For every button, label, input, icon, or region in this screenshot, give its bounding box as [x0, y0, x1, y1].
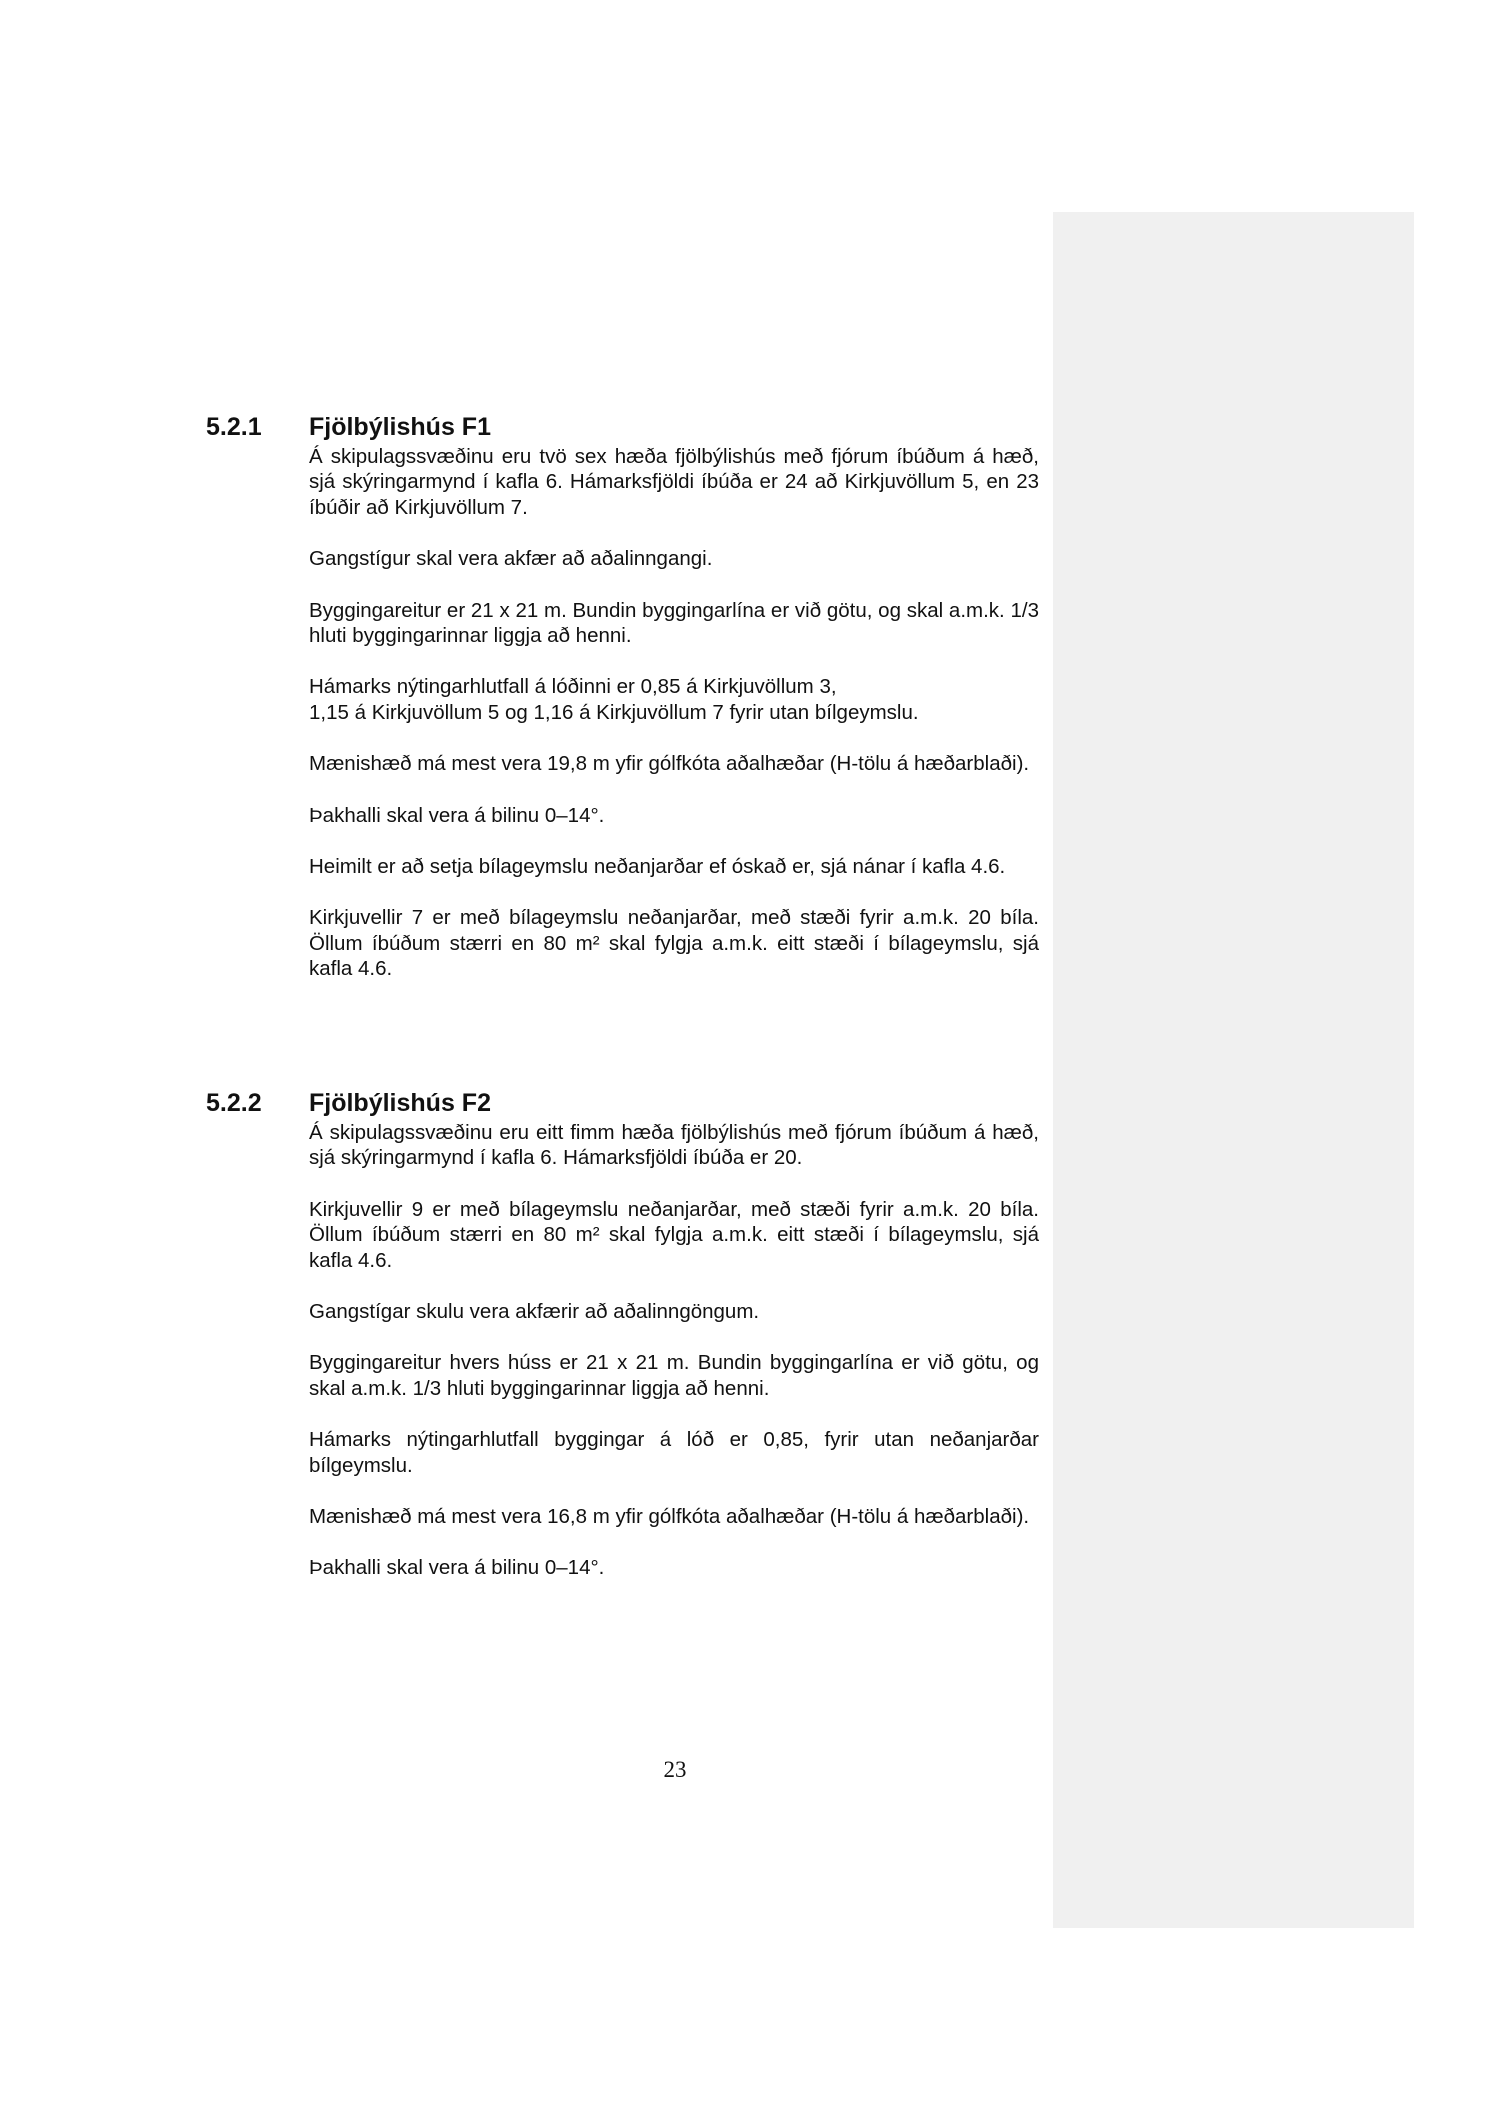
comment-margin-pane	[1053, 212, 1414, 1928]
section-title: Fjölbýlishús F2	[309, 1089, 491, 1117]
section-body	[309, 444, 1039, 982]
paragraph: Byggingareitur hvers húss er 21 x 21 m. Bundin byggingarlína er við götu, og skal a.m.k. 1/3 hluti byggingarinnar liggja að henni.	[309, 1351, 1039, 1400]
section-body	[309, 1120, 1039, 1581]
paragraph: Heimilt er að setja bílageymslu neðanjarðar ef óskað er, sjá nánar í kafla 4.6.	[309, 855, 1006, 879]
section-5-2-1	[0, 412, 1053, 1008]
section-heading	[0, 1088, 1053, 1118]
page-number: 23	[663, 1757, 687, 1782]
paragraph: Á skipulagssvæðinu eru eitt fimm hæða fjölbýlishús með fjórum íbúðum á hæð, sjá skýringarmynd í kafla 6. Hámarksfjöldi íbúða er 20.	[309, 1121, 1039, 1170]
section-number: 5.2.2	[206, 1089, 262, 1117]
paragraph: Gangstígur skal vera akfær að aðalinngangi.	[309, 547, 713, 571]
paragraph-line: Hámarks nýtingarhlutfall á lóðinni er 0,85 á Kirkjuvöllum 3,	[309, 675, 837, 699]
paragraph: Byggingareitur er 21 x 21 m. Bundin byggingarlína er við götu, og skal a.m.k. 1/3 hluti byggingarinnar liggja að henni.	[309, 598, 1039, 648]
section-number: 5.2.1	[206, 413, 262, 441]
paragraph: Gangstígar skulu vera akfærir að aðalinngöngum.	[309, 1300, 760, 1324]
section-title: Fjölbýlishús F1	[309, 413, 491, 441]
paragraph-utilization-ratio	[309, 674, 1039, 725]
section-heading	[0, 412, 1053, 442]
paragraph-line: 1,15 á Kirkjuvöllum 5 og 1,16 á Kirkjuvöllum 7 fyrir utan bílgeymslu.	[309, 700, 919, 724]
paragraph: Þakhalli skal vera á bilinu 0–14°.	[309, 1556, 605, 1580]
paragraph: Mænishæð má mest vera 19,8 m yfir gólfkóta aðalhæðar (H-tölu á hæðarblaði).	[309, 752, 1030, 776]
paragraph: Kirkjuvellir 7 er með bílageymslu neðanjarðar, með stæði fyrir a.m.k. 20 bíla. Öllum íbúðum stærri en 80 m² skal fylgja a.m.k. eitt stæði í bílageymslu, sjá kafla 4.6.	[309, 906, 1039, 981]
section-5-2-2	[0, 1088, 1053, 1607]
paragraph: Mænishæð má mest vera 16,8 m yfir gólfkóta aðalhæðar (H-tölu á hæðarblaði).	[309, 1505, 1030, 1529]
paragraph: Hámarks nýtingarhlutfall byggingar á lóð er 0,85, fyrir utan neðanjarðar bílgeymslu.	[309, 1428, 1039, 1477]
paragraph: Þakhalli skal vera á bilinu 0–14°.	[309, 803, 605, 827]
paragraph: Á skipulagssvæðinu eru tvö sex hæða fjölbýlishús með fjórum íbúðum á hæð, sjá skýringarmynd í kafla 6. Hámarksfjöldi íbúða er 24 að Kirkjuvöllum 5, en 23 íbúðir að Kirkjuvöllum 7.	[309, 445, 1039, 519]
paragraph: Kirkjuvellir 9 er með bílageymslu neðanjarðar, með stæði fyrir a.m.k. 20 bíla. Öllum íbúðum stærri en 80 m² skal fylgja a.m.k. eitt stæði í bílageymslu, sjá kafla 4.6.	[309, 1197, 1039, 1272]
